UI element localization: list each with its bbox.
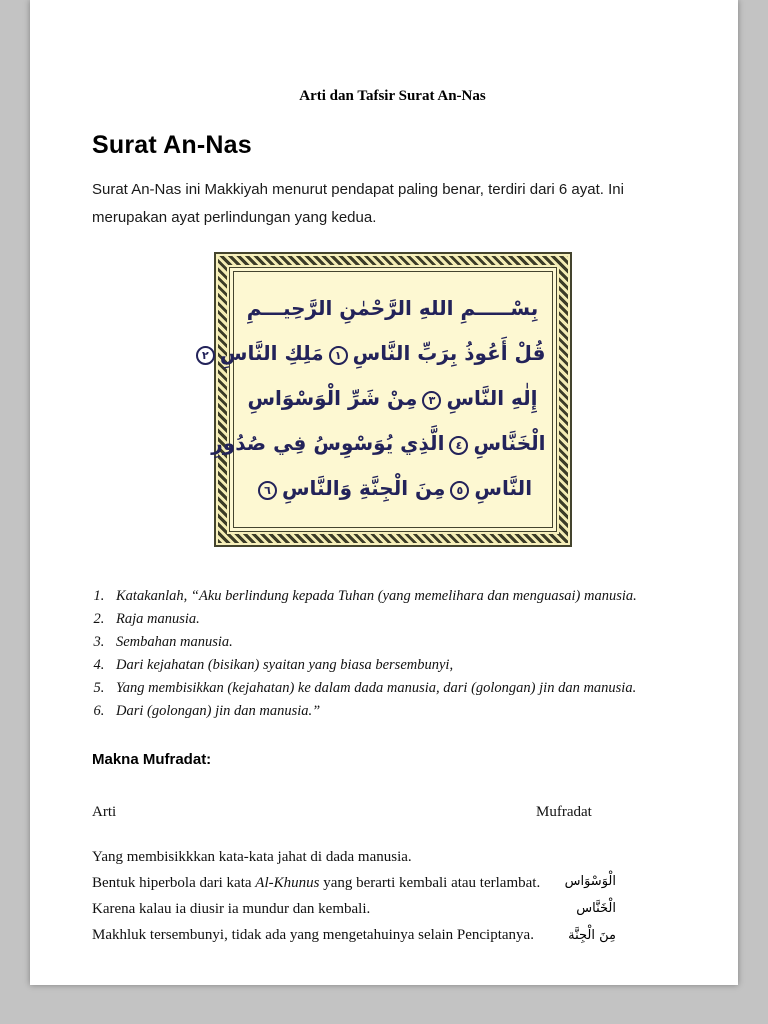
quran-text-segment: إِلٰهِ النَّاسِ bbox=[446, 386, 538, 410]
mufradat-heading: Makna Mufradat: bbox=[92, 751, 212, 768]
quran-line bbox=[211, 421, 546, 466]
quran-line bbox=[240, 286, 546, 331]
mufradat-column-header: Mufradat bbox=[536, 804, 592, 820]
quran-text-area bbox=[202, 267, 557, 532]
arti-column bbox=[92, 802, 547, 948]
quran-text-segment: الَّذِي يُوَسْوِسُ فِي صُدُورِ bbox=[211, 431, 445, 455]
quran-frame-ornament bbox=[202, 256, 568, 543]
mufradat-term: الْوَسْوَاس bbox=[564, 874, 616, 889]
translation-item: 3. Sembahan manusia. bbox=[108, 635, 693, 650]
quran-text-segment: مِنَ الْجِنَّةِ وَالنَّاسِ bbox=[281, 476, 446, 500]
arti-column-header: Arti bbox=[92, 804, 117, 820]
mufradat-table bbox=[92, 802, 693, 948]
arti-row-2-text: Bentuk hiperbola dari kata bbox=[92, 875, 256, 891]
mufradat-terms bbox=[536, 868, 616, 949]
arti-row-1: Yang membisikkkan kata-kata jahat di dada manusia. bbox=[92, 849, 412, 865]
translation-item: 2. Raja manusia. bbox=[108, 612, 693, 627]
translation-item: 4. Dari kejahatan (bisikan) syaitan yang biasa bersembunyi, bbox=[108, 658, 693, 673]
ayah-number-marker: ٥ bbox=[450, 481, 469, 500]
translation-item: 1. Katakanlah, “Aku berlindung kepada Tuhan (yang memelihara dan menguasai) manusia. bbox=[108, 589, 693, 604]
translation-item: 6. Dari (golongan) jin dan manusia.” bbox=[108, 704, 693, 719]
ayah-number-marker: ٣ bbox=[422, 391, 441, 410]
quran-calligraphy-frame bbox=[202, 252, 572, 547]
quran-text-segment: مَلِكِ النَّاسِ bbox=[219, 341, 324, 365]
arti-row-3: Makhluk tersembunyi, tidak ada yang mengetahuinya selain Penciptanya. bbox=[92, 927, 534, 943]
arti-row-2-term: Al-Khunus bbox=[255, 875, 320, 891]
header-title: Arti dan Tafsir Surat An-Nas bbox=[299, 88, 486, 104]
ayah-number-marker: ٦ bbox=[258, 481, 277, 500]
quran-text-segment: قُلْ أَعُوذُ بِرَبِّ النَّاسِ bbox=[352, 341, 546, 365]
translation-item: 5. Yang membisikkan (kejahatan) ke dalam dada manusia, dari (golongan) jin dan manusia. bbox=[108, 681, 693, 696]
quran-line bbox=[240, 376, 546, 421]
document-page bbox=[30, 0, 738, 985]
mufradat-term: الْخَنَّاس bbox=[576, 901, 616, 916]
page-title: Surat An-Nas bbox=[92, 131, 252, 159]
translation-list bbox=[92, 589, 693, 719]
quran-text-segment: الْخَنَّاسِ bbox=[473, 431, 546, 455]
intro-paragraph: Surat An-Nas ini Makkiyah menurut pendapat paling benar, terdiri dari 6 ayat. Ini merupakan ayat perlindungan yang kedua. bbox=[92, 181, 624, 226]
quran-line bbox=[240, 466, 546, 511]
quran-text-segment: مِنْ شَرِّ الْوَسْوَاسِ bbox=[247, 386, 418, 410]
arti-row-2 bbox=[92, 870, 547, 922]
quran-line bbox=[202, 331, 546, 376]
ayah-number-marker: ٢ bbox=[196, 346, 215, 365]
quran-text-segment: النَّاسِ bbox=[474, 476, 533, 500]
arti-row-2-rest: yang berarti kembali atau terlambat. Karena kalau ia diusir ia mundur dan kembali. bbox=[92, 875, 541, 917]
mufradat-term: مِنَ الْجِنَّة bbox=[568, 928, 616, 943]
quran-text-segment: بِسْـــــمِ اللهِ الرَّحْمٰنِ الرَّحِيـــمِ bbox=[246, 296, 539, 320]
mufradat-column bbox=[536, 802, 616, 949]
ayah-number-marker: ٤ bbox=[449, 436, 468, 455]
ayah-number-marker: ١ bbox=[329, 346, 348, 365]
